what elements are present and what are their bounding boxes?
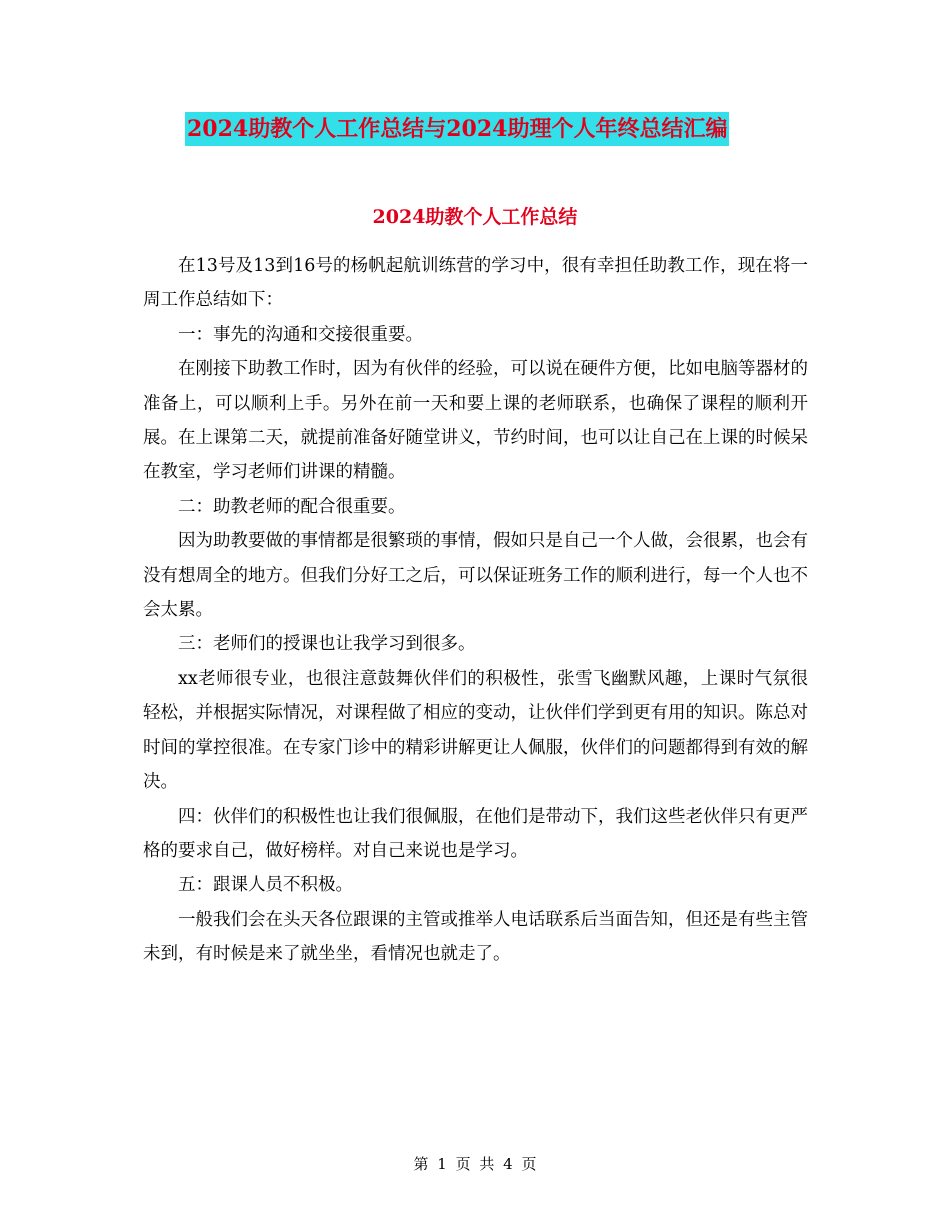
paragraph: 因为助教要做的事情都是很繁琐的事情，假如只是自己一个人做，会很累，也会有没有想周全的地方。但我们分好工之后，可以保证班务工作的顺利进行，每一个人也不会太累。 — [143, 531, 808, 621]
paragraph: 一：事先的沟通和交接很重要。 — [178, 324, 423, 345]
document-body — [143, 249, 808, 972]
paragraph: 一般我们会在头天各位跟课的主管或推举人电话联系后当面告知，但还是有些主管未到，有时候是来了就坐坐，看情况也就走了。 — [143, 909, 808, 965]
paragraph: 在13号及13到16号的杨帆起航训练营的学习中，很有幸担任助教工作，现在将一周工作总结如下： — [143, 256, 808, 311]
document-title: 2024助教个人工作总结与2024助理个人年终总结汇编 — [185, 112, 729, 146]
paragraph: 三：老师们的授课也让我学习到很多。 — [178, 634, 476, 655]
paragraph: xx老师很专业，也很注意鼓舞伙伴们的积极性，张雪飞幽默风趣，上课时气氛很轻松，并根据实际情况，对课程做了相应的变动，让伙伴们学到更有用的知识。陈总对时间的掌控很准。在专家门诊中的精彩讲解更让人佩服，伙伴们的问题都得到有效的解决。 — [143, 668, 808, 793]
paragraph: 二：助教老师的配合很重要。 — [178, 496, 406, 517]
section-title: 2024助教个人工作总结 — [372, 206, 578, 228]
page-footer: 第 1 页 共 4 页 — [413, 1155, 537, 1173]
paragraph: 五：跟课人员不积极。 — [178, 875, 353, 896]
paragraph: 在刚接下助教工作时，因为有伙伴的经验，可以说在硬件方便，比如电脑等器材的准备上，可以顺利上手。另外在前一天和要上课的老师联系，也确保了课程的顺利开展。在上课第二天，就提前准备好随堂讲义，节约时间，也可以让自己在上课的时候呆在教室，学习老师们讲课的精髓。 — [143, 359, 808, 483]
paragraph: 四：伙伴们的积极性也让我们很佩服，在他们是带动下，我们这些老伙伴只有更严格的要求自己，做好榜样。对自己来说也是学习。 — [143, 806, 808, 861]
